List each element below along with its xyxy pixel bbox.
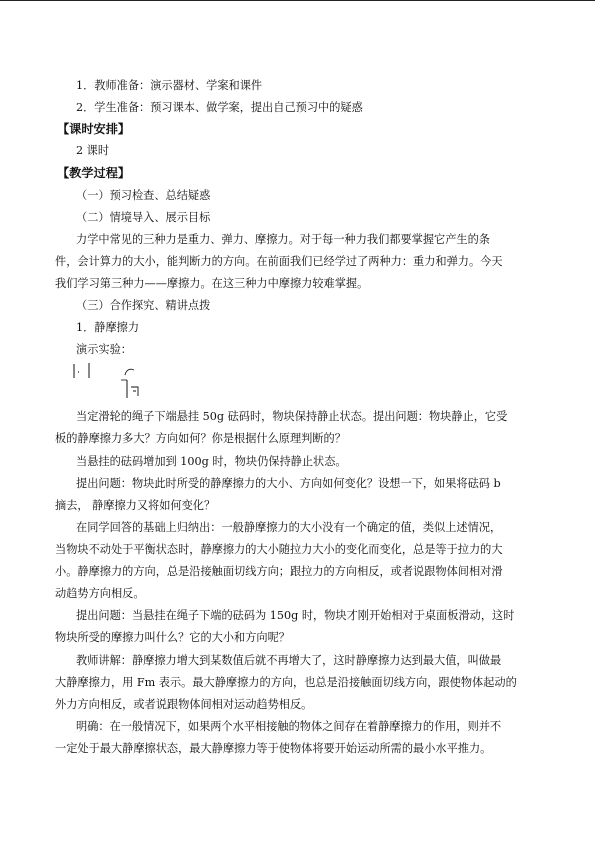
p4-line-2: 当物块不动处于平衡状态时，静摩擦力的大小随拉力大小的变化而变化，总是等于拉力的大 bbox=[55, 543, 503, 556]
experiment-figure bbox=[72, 360, 152, 400]
p6-line-1: 教师讲解：静摩擦力增大到某数值后就不再增大了，这时静摩擦力达到最大值，叫做最 bbox=[76, 654, 502, 667]
process-step-2: （二）情境导入、展示目标 bbox=[76, 211, 211, 224]
prep-student: 2．学生准备：预习课本、做学案，提出自己预习中的疑惑 bbox=[76, 101, 363, 114]
p4-line-1: 在同学回答的基础上归纳出：一般静摩擦力的大小没有一个确定的值，类似上述情况， bbox=[76, 521, 502, 534]
demo-label: 演示实验： bbox=[76, 343, 132, 356]
intro-line-1: 力学中常见的三种力是重力、弹力、摩擦力。对于每一种力我们都要掌握它产生的条 bbox=[76, 233, 490, 246]
p4-line-4: 动趋势方向相反。 bbox=[55, 587, 145, 600]
process-heading: 【教学过程】 bbox=[57, 166, 131, 180]
p7-line-2: 一定处于最大静摩擦状态，最大静摩擦力等于使物体将要开始运动所需的最小水平推力。 bbox=[55, 742, 492, 755]
schedule-heading: 【课时安排】 bbox=[57, 122, 131, 136]
p6-line-3: 外力方向相反，或者说跟物体间相对运动趋势相反。 bbox=[55, 698, 313, 711]
p5-line-1: 提出问题：当悬挂在绳子下端的砝码为 150g 时，物块才刚开始相对于桌面板滑动，这时 bbox=[76, 609, 515, 622]
process-step-1: （一）预习检查、总结疑惑 bbox=[76, 189, 211, 202]
schedule-value: 2 课时 bbox=[76, 144, 110, 157]
p1-line-1: 当定滑轮的绳子下端悬挂 50g 砝码时，物块保持静止状态。提出问题：物块静止，它受 bbox=[76, 410, 508, 423]
p4-line-3: 小。静摩擦力的方向，总是沿接触面切线方向；跟拉力的方向相反，或者说跟物体间相对滑 bbox=[55, 565, 503, 578]
prep-teacher: 1．教师准备：演示器材、学案和课件 bbox=[76, 79, 263, 92]
subsection-static-friction: 1．静摩擦力 bbox=[76, 321, 140, 334]
p6-line-2: 大静摩擦力，用 Fm 表示。最大静摩擦力的方向，也总是沿接触面切线方向，跟使物体起动的 bbox=[55, 676, 517, 689]
p2-line: 当悬挂的砝码增加到 100g 时，物块仍保持静止状态。 bbox=[76, 455, 347, 468]
p3-line-1: 提出问题：物块此时所受的静摩擦力的大小、方向如何变化？设想一下，如果将砝码 b bbox=[76, 477, 501, 490]
p3-line-2: 摘去， 静摩擦力又将如何变化？ bbox=[55, 499, 216, 512]
p5-line-2: 物块所受的摩擦力叫什么？它的大小和方向呢？ bbox=[55, 631, 290, 644]
process-step-3: （三）合作探究、精讲点拨 bbox=[76, 299, 211, 312]
p1-line-2: 板的静摩擦力多大？方向如何？你是根据什么原理判断的？ bbox=[55, 432, 346, 445]
intro-line-3: 我们学习第三种力——摩擦力。在这三种力中摩擦力较难掌握。 bbox=[55, 277, 369, 290]
page-top-rule bbox=[0, 0, 595, 1]
p7-line-1: 明确：在一般情况下，如果两个水平相接触的物体之间存在着静摩擦力的作用，则并不 bbox=[76, 720, 502, 733]
intro-line-2: 件，会计算力的大小，能判断力的方向。在前面我们已经学过了两种力：重力和弹力。今天 bbox=[55, 255, 503, 268]
